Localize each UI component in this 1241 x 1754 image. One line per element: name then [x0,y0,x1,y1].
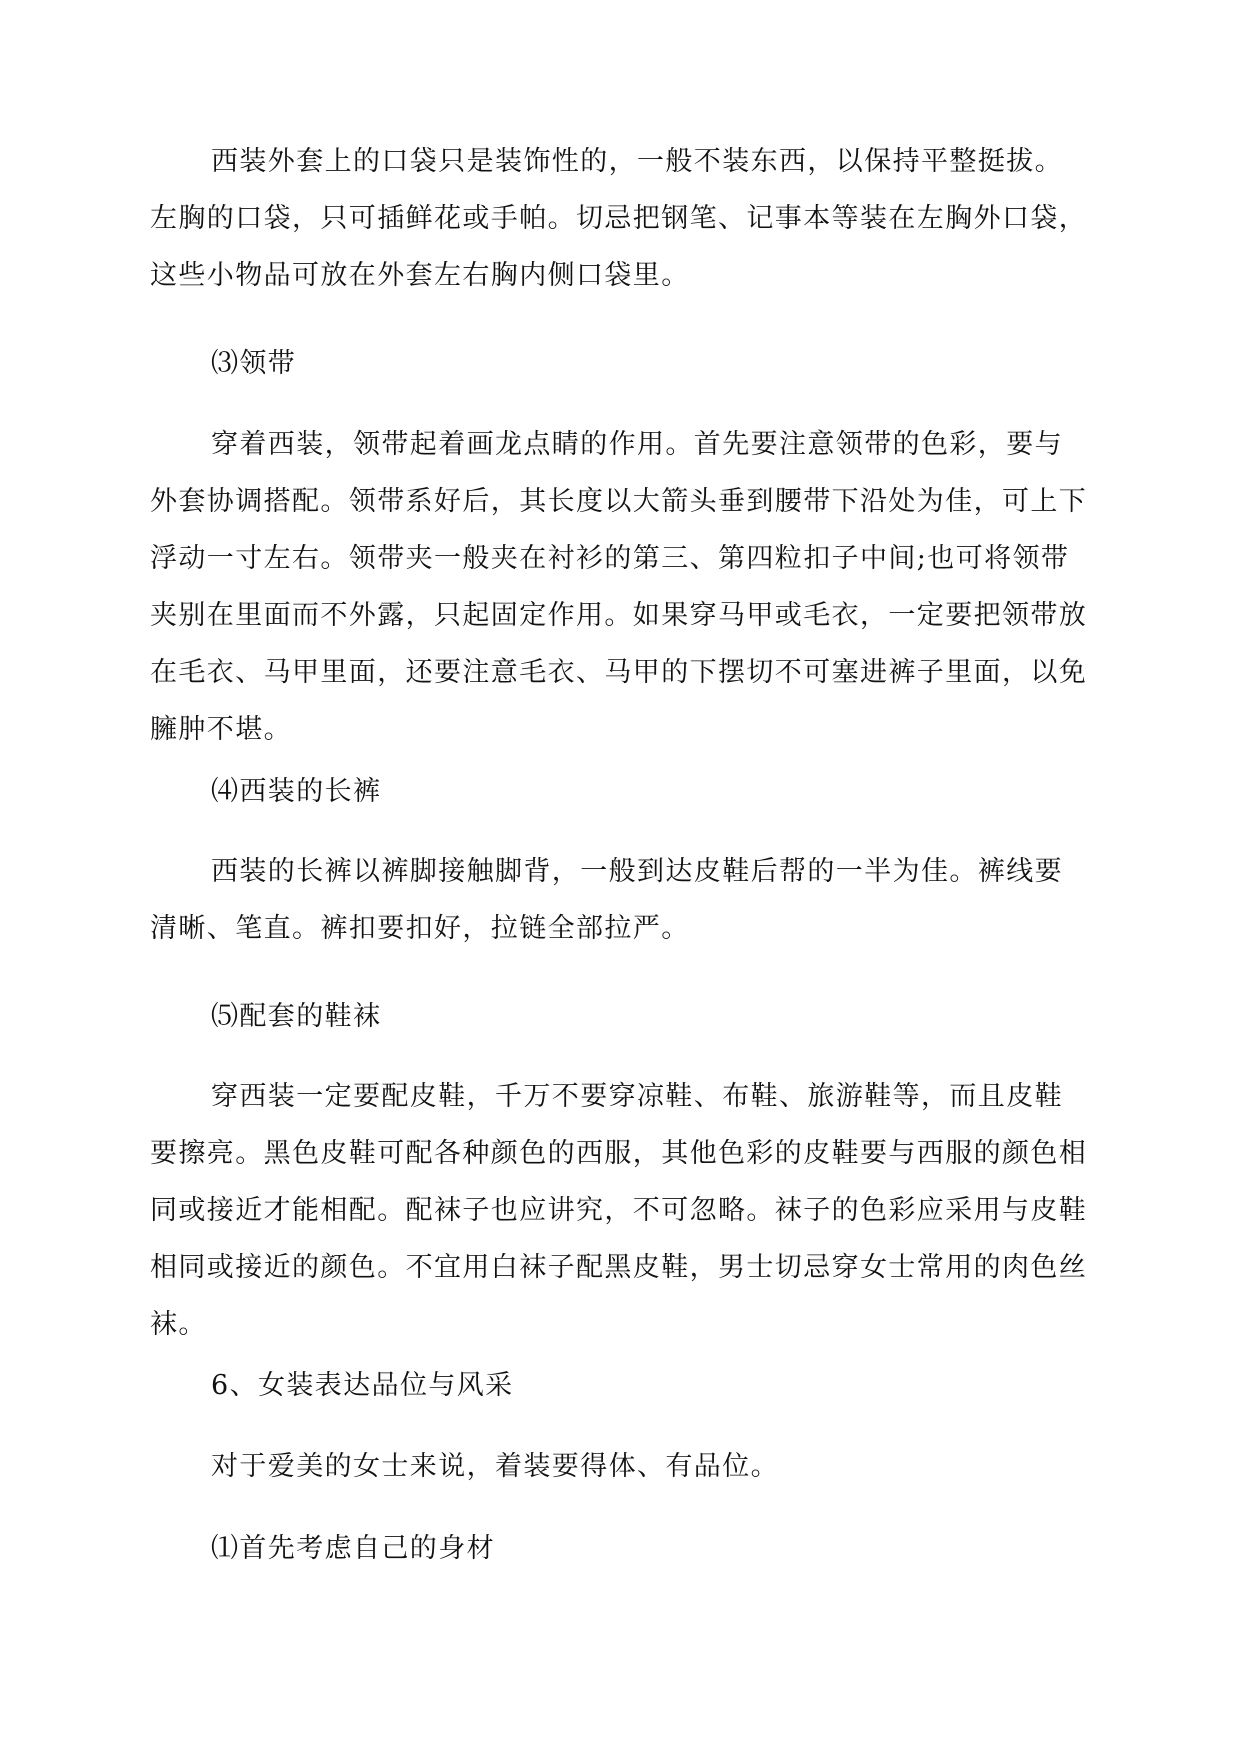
heading-body-shape: ⑴首先考虑自己的身材 [211,1533,495,1564]
paragraph-shoes-socks: 穿西装一定要配皮鞋，千万不要穿凉鞋、布鞋、旅游鞋等，而且皮鞋要擦亮。黑色皮鞋可配各种颜色的西服，其他色彩的皮鞋要与西服的颜色相同或接近才能相配。配袜子也应讲究，不可忽略。袜子的色彩应采用与皮鞋相同或接近的颜色。不宜用白袜子配黑皮鞋，男士切忌穿女士常用的肉色丝袜。 [150,1081,1088,1340]
paragraph-women-attire: 对于爱美的女士来说，着装要得体、有品位。 [211,1451,779,1482]
heading-suit-trousers: ⑷西装的长裤 [211,776,382,807]
paragraph-suit-trousers: 西装的长裤以裤脚接触脚背，一般到达皮鞋后帮的一半为佳。裤线要清晰、笔直。裤扣要扣好，拉链全部拉严。 [150,856,1063,944]
heading-shoes-socks: ⑸配套的鞋袜 [211,1001,382,1032]
heading-women-attire: 6、女装表达品位与风采 [211,1370,514,1401]
heading-tie: ⑶领带 [211,348,297,379]
paragraph-suit-pockets: 西装外套上的口袋只是装饰性的，一般不装东西，以保持平整挺拔。左胸的口袋，只可插鲜花或手帕。切忌把钢笔、记事本等装在左胸外口袋，这些小物品可放在外套左右胸内侧口袋里。 [150,146,1088,291]
paragraph-tie: 穿着西装，领带起着画龙点睛的作用。首先要注意领带的色彩，要与外套协调搭配。领带系好后，其长度以大箭头垂到腰带下沿处为佳，可上下浮动一寸左右。领带夹一般夹在衬衫的第三、第四粒扣子中间;也可将领带夹别在里面而不外露，只起固定作用。如果穿马甲或毛衣，一定要把领带放在毛衣、马甲里面，还要注意毛衣、马甲的下摆切不可塞进裤子里面，以免臃肿不堪。 [150,429,1088,745]
